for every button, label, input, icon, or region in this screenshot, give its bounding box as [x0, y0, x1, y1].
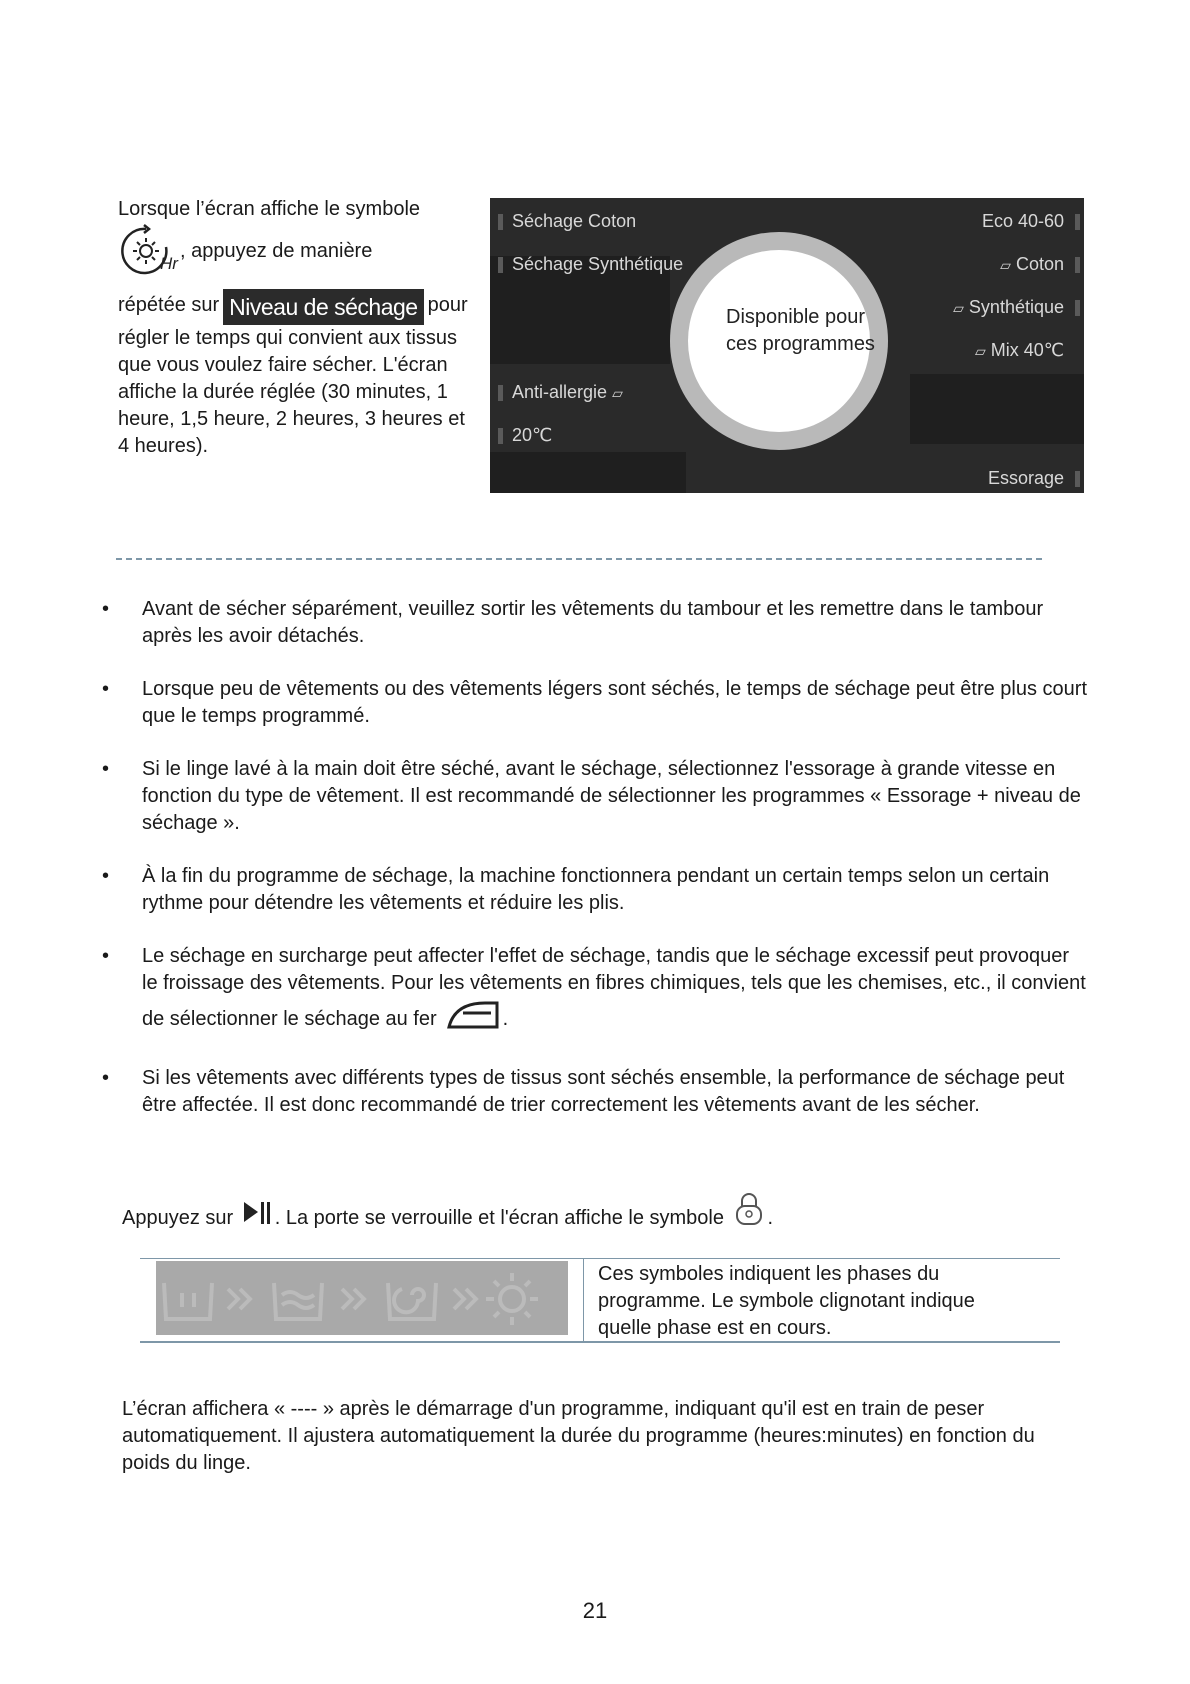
list-item: • Le séchage en surcharge peut affecter l'effet de séchage, tandis que le séchage excessif peut provoquer le froissage des vêtements. Pour les vêtements en fibres chimiques, tels que les chemises, etc., il convient de sélectionner le séchage au fer . [100, 943, 1090, 1039]
control-panel-image [490, 198, 1084, 493]
program-eco-40-60: Eco 40-60 [982, 211, 1064, 232]
intro-text-1: Lorsque l’écran affiche le symbole [118, 198, 421, 220]
chevron-right-icon [454, 1289, 476, 1309]
program-coton: ▱ Coton [1000, 254, 1064, 275]
program-anti-allergie: Anti-allergie ▱ [512, 382, 623, 403]
chevron-right-icon [228, 1289, 250, 1309]
dry-level-button[interactable]: Niveau de séchage [223, 289, 423, 325]
rinse-phase-icon [274, 1283, 322, 1319]
program-sechage-synthetique: Séchage Synthétique [512, 254, 683, 275]
intro-text-3: répétée sur [118, 294, 220, 316]
program-sechage-coton: Séchage Coton [512, 211, 636, 232]
intro-paragraph [118, 196, 478, 460]
drying-icon: ▱ [612, 385, 623, 401]
drying-icon: ▱ [974, 343, 986, 359]
door-lock-icon [733, 1192, 765, 1238]
dry-level-hr-icon [118, 223, 180, 289]
program-essorage: Essorage [988, 468, 1064, 489]
list-item: • Avant de sécher séparément, veuillez sortir les vêtements du tambour et les remettre dans le tambour après les avoir détachés. [100, 596, 1090, 650]
wash-phase-icon [164, 1283, 212, 1319]
hr-icon-label: Hr [160, 254, 178, 273]
weighing-paragraph: L’écran affichera « ---- » après le démarrage d'un programme, indiquant qu'il est en train de peser automatiquement. Il ajustera automatiquement la durée du programme (heures:minutes) en fonction du poids du linge. [122, 1398, 1035, 1474]
program-mix-40c: ▱ Mix 40℃ [974, 340, 1064, 360]
program-20c: 20℃ [512, 425, 552, 446]
intro-text-4: pour [427, 294, 468, 316]
page-number: 21 [582, 1598, 608, 1623]
drying-icon: ▱ [1000, 257, 1011, 273]
dial-caption: Disponible pour ces programmes [726, 306, 875, 355]
program-synthetique: ▱ Synthétique [953, 297, 1064, 318]
phase-table [140, 1258, 1060, 1343]
chevron-right-icon [342, 1289, 364, 1309]
list-item: • Lorsque peu de vêtements ou des vêtements légers sont séchés, le temps de séchage peut être plus court que le temps programmé. [100, 676, 1090, 730]
list-item: • À la fin du programme de séchage, la machine fonctionnera pendant un certain temps selon un certain rythme pour détendre les vêtements et réduire les plis. [100, 863, 1090, 917]
intro-text-2: , appuyez de manière [180, 240, 373, 262]
section-divider [116, 558, 1042, 560]
drying-icon: ▱ [953, 300, 964, 316]
dry-phase-icon [500, 1287, 524, 1311]
lock-instruction: Appuyez sur . La porte se verrouille et l'écran affiche le symbole . [122, 1192, 773, 1238]
start-pause-icon [242, 1200, 272, 1238]
phase-symbols-image [156, 1261, 568, 1335]
iron-dry-icon [445, 997, 503, 1039]
phase-description: Ces symboles indiquent les phases du programme. Le symbole clignotant indique quelle phase est en cours. [598, 1263, 975, 1339]
list-item: • Si le linge lavé à la main doit être séché, avant le séchage, sélectionnez l'essorage à grande vitesse en fonction du type de vêtement. Il est recommandé de sélectionner les programmes « Essorage + niveau de séchage ». [100, 756, 1090, 837]
table-divider [583, 1259, 584, 1341]
intro-text-5: régler le temps qui convient aux tissus que vous voulez faire sécher. L'écran affiche la durée réglée (30 minutes, 1 heure, 1,5 heure, 2 heures, 3 heures et 4 heures). [118, 327, 465, 457]
list-item: • Si les vêtements avec différents types de tissus sont séchés ensemble, la performance de séchage peut être affectée. Il est donc recommandé de trier correctement les vêtements avant de les sécher. [100, 1065, 1090, 1119]
tips-list [100, 596, 1090, 1145]
